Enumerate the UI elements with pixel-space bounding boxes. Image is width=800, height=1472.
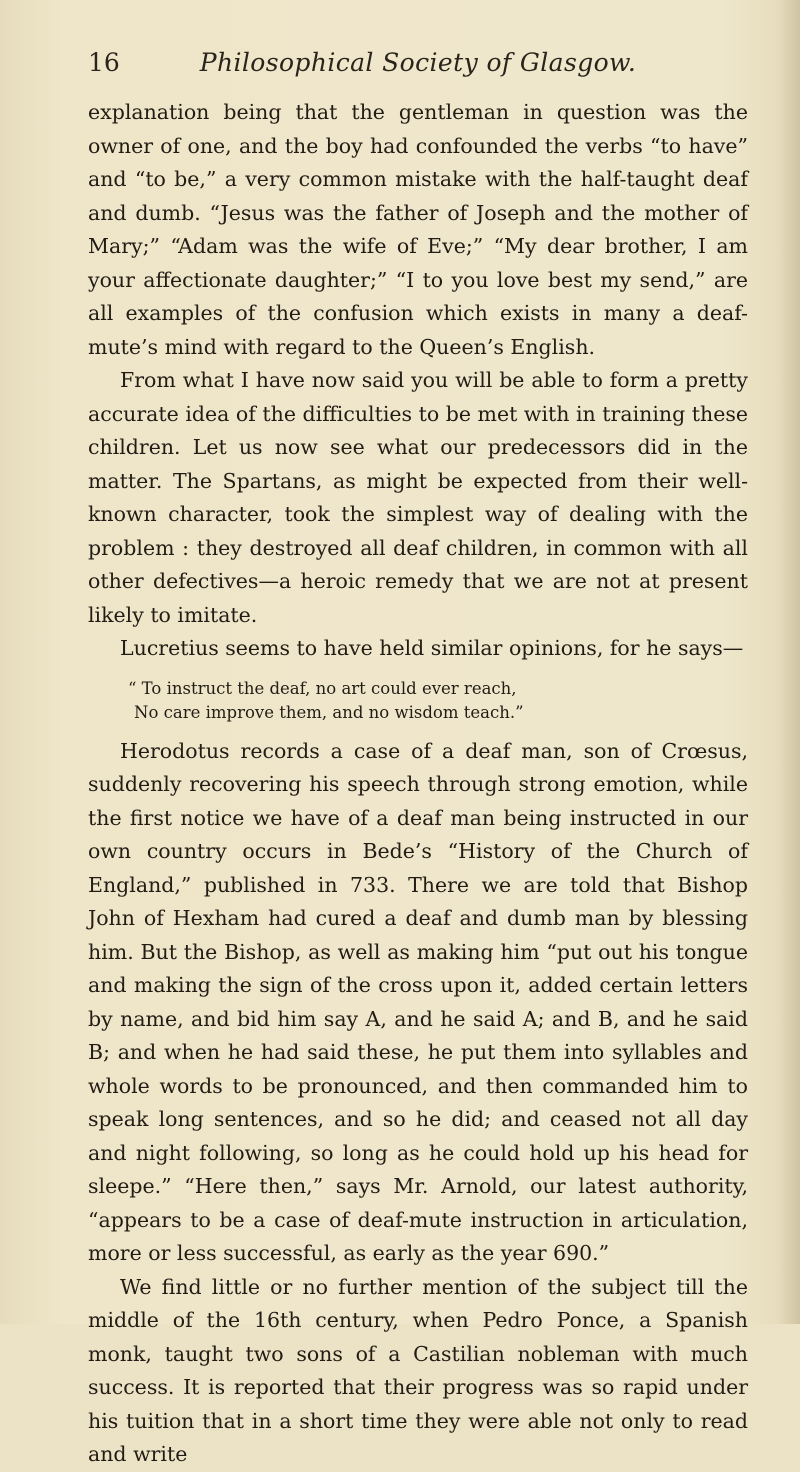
quote-line-1: “ To instruct the deaf, no art could ever reach, — [128, 678, 517, 698]
paragraph-pedro-ponce: We find little or no further mention of the subject till the middle of the 16th century, when Pedro Ponce, a Spanish monk, taught two sons of a Castilian nobleman with much success. It is reported that their progress was so rapid under his tuition that in a short time they were able not only to read and write — [88, 1274, 748, 1466]
quote-line-2: No care improve them, and no wisdom teach.” — [134, 702, 524, 722]
paragraph-spartans: From what I have now said you will be able to form a pretty accurate idea of the difficulties to be met with in training these children. Let us now see what our predecessors did in the matter. The Spartans, as might be expected from their well-known character, took the simplest way of dealing with the problem : they destroyed all deaf children, in common with all other defectives—a heroic remedy that we are not at present likely to imitate. — [88, 368, 748, 627]
page-body — [88, 96, 748, 1472]
paragraph-herodotus: Herodotus records a case of a deaf man, son of Crœsus, suddenly recovering his speech through strong emotion, while the first notice we have of a deaf man being instructed in our own country occurs in Bede’s “History of the Church of England,” published in 733. There we are told that Bishop John of Hexham had cured a deaf and dumb man by blessing him. But the Bishop, as well as making him “put out his tongue and making the sign of the cross upon it, added certain letters by name, and bid him say A, and he said A; and B, and he said B; and when he had said these, he put them into syllables and whole words to be pronounced, and then commanded him to speak long sentences, and so he did; and ceased not all day and night following, so long as he could hold up his head for sleepe.” “Here then,” says Mr. Arnold, our latest authority, “appears to be a case of deaf-mute instruction in articulation, more or less successful, as early as the year 690.” — [88, 738, 748, 1265]
block-quote — [88, 677, 748, 725]
page-number: 16 — [88, 48, 120, 77]
running-title: Philosophical Society of Glasgow. — [199, 48, 637, 77]
paragraph-lucretius: Lucretius seems to have held similar opinions, for he says— — [120, 636, 744, 660]
paragraph-continued: explanation being that the gentleman in question was the owner of one, and the boy had confounded the verbs “to have” and “to be,” a very common mistake with the half-taught deaf and dumb. “Jesus was the father of Joseph and the mother of Mary;” “Adam was the wife of Eve;” “My dear brother, I am your affectionate daughter;” “I to you love best my send,” are all examples of the confusion which exists in many a deaf-mute’s mind with regard to the Queen’s English. — [88, 100, 748, 359]
page-header — [88, 48, 748, 84]
page-edge-shadow — [778, 0, 800, 1324]
